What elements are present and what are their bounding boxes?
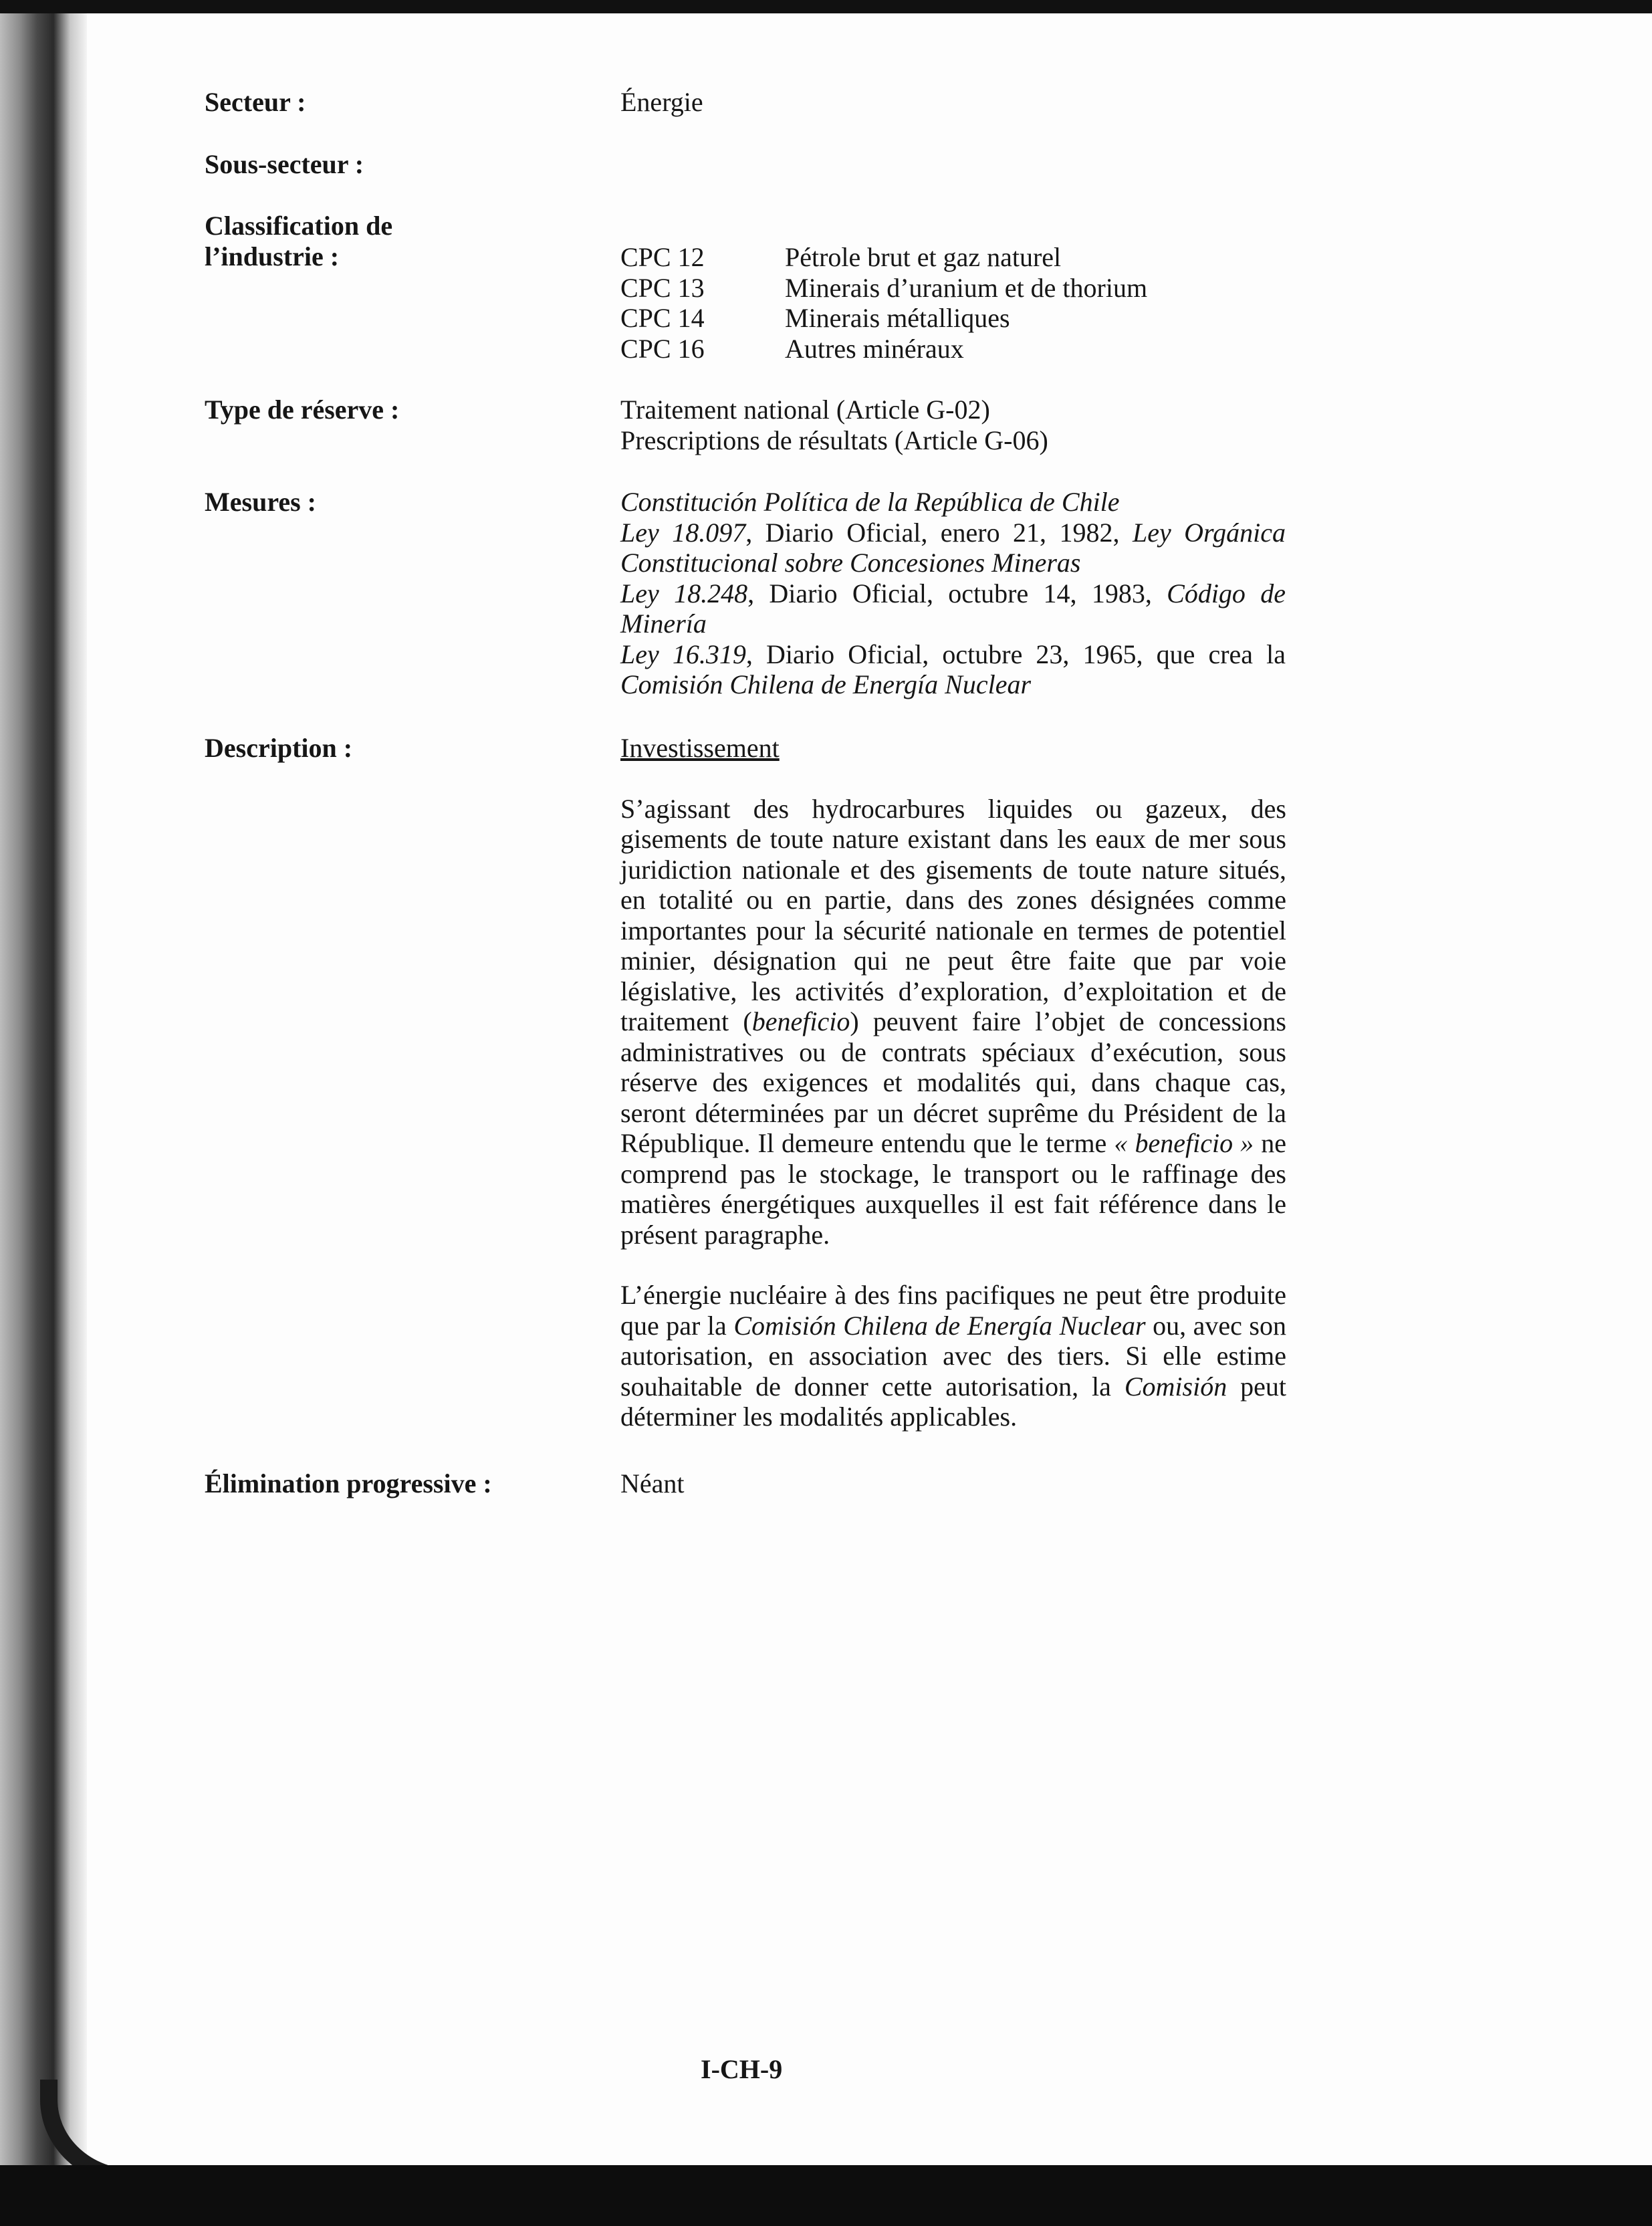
- secteur-label: Secteur :: [205, 87, 306, 117]
- measure-law-number: Ley 18.248: [620, 578, 748, 608]
- scan-edge-bottom: [0, 2165, 1652, 2226]
- description-value: [620, 733, 1286, 1432]
- measure-ley-16319: [620, 639, 1286, 700]
- description-heading: Investissement: [620, 733, 780, 763]
- description-text: L’énergie nucléaire à des fins pacifiques ne peut être produite que par la: [620, 1280, 1286, 1341]
- cpc-code: CPC 13: [620, 272, 705, 303]
- measure-law-title: Comisión Chilena de Energía Nuclear: [620, 669, 1032, 699]
- cpc-code: CPC 12: [620, 242, 705, 272]
- measure-law-number: Ley 16.319: [620, 639, 746, 669]
- classification-label-line1: Classification de: [205, 211, 393, 241]
- mesures-value: [620, 487, 1286, 700]
- cpc-row: [620, 273, 1147, 304]
- description-italic: beneficio: [751, 1006, 850, 1036]
- measure-law-text: , Diario Oficial, enero 21, 1982,: [745, 517, 1133, 548]
- description-italic: Comisión Chilena de Energía Nuclear: [733, 1310, 1146, 1341]
- description-text: S’agissant des hydrocarbures liquides ou gazeux, des gisements de toute nature existant dans les eaux de mer sous juridiction nationale et des gisements de toute nature situés, en totalité ou en partie, dans des zones désignées comme importantes pour la sécurité nationale en termes de potentiel minier, désignation qui ne peut être faite que par voie législative, les activités d’exploration, d’exploitation et de traitement (: [620, 793, 1286, 1036]
- measure-law-text: , Diario Oficial, octubre 23, 1965, que crea la: [745, 639, 1286, 669]
- elimination-value: Néant: [620, 1468, 685, 1498]
- type-reserve-label: Type de réserve :: [205, 395, 400, 425]
- description-text: peut déterminer les modalités applicables.: [620, 1371, 1286, 1432]
- cpc-row: [620, 334, 1147, 364]
- cpc-desc: Minerais d’uranium et de thorium: [785, 272, 1148, 303]
- cpc-desc: Pétrole brut et gaz naturel: [785, 242, 1062, 272]
- description-text: ne comprend pas le stockage, le transport ou le raffinage des matières énergétiques auxquelles il est fait référence dans le présent paragraphe.: [620, 1128, 1286, 1250]
- description-italic: « beneficio »: [1114, 1128, 1254, 1158]
- description-label: Description :: [205, 733, 353, 763]
- measure-constitution: Constitución Política de la República de Chile: [620, 487, 1120, 517]
- classification-label-line2: l’industrie :: [205, 241, 340, 271]
- cpc-code: CPC 14: [620, 303, 705, 333]
- page-number: I-CH-9: [701, 2054, 783, 2084]
- cpc-table: [620, 242, 1147, 364]
- description-text: ou, avec son autorisation, en association avec des tiers. Si elle estime souhaitable de donner cette autorisation, la: [620, 1310, 1286, 1402]
- cpc-row: [620, 242, 1147, 273]
- elimination-label: Élimination progressive :: [205, 1468, 492, 1498]
- sous-secteur-label: Sous-secteur :: [205, 149, 364, 179]
- description-paragraph-2: [620, 1280, 1286, 1432]
- measure-law-title: Código de Minería: [620, 578, 1286, 639]
- type-reserve-line: Traitement national (Article G-02): [620, 395, 990, 425]
- type-reserve-value: [620, 395, 1286, 455]
- measure-law-text: , Diario Oficial, octubre 14, 1983,: [747, 578, 1167, 608]
- scan-edge-top: [0, 0, 1652, 13]
- cpc-desc: Minerais métalliques: [785, 303, 1010, 333]
- cpc-desc: Autres minéraux: [785, 333, 964, 364]
- measure-law-number: Ley 18.097: [620, 517, 746, 548]
- description-text: ) peuvent faire l’objet de concessions administratives ou de contrats spéciaux d’exécution, sous réserve des exigences et modalités qui, dans chaque cas, seront déterminées par un décret suprême du Président de la République. Il demeure entendu que le terme: [620, 1006, 1286, 1158]
- scan-edge-left: [0, 13, 87, 2165]
- measure-ley-18248: [620, 578, 1286, 639]
- measure-ley-18097: [620, 518, 1286, 578]
- description-paragraph-1: [620, 794, 1286, 1250]
- secteur-value: Énergie: [620, 87, 703, 117]
- mesures-label: Mesures :: [205, 487, 316, 517]
- type-reserve-line: Prescriptions de résultats (Article G-06): [620, 425, 1048, 455]
- measure-law-title: Ley Orgánica Constitucional sobre Concesiones Mineras: [620, 517, 1286, 578]
- cpc-row: [620, 303, 1147, 334]
- classification-label: [205, 211, 579, 272]
- description-italic: Comisión: [1124, 1371, 1227, 1402]
- cpc-code: CPC 16: [620, 333, 705, 364]
